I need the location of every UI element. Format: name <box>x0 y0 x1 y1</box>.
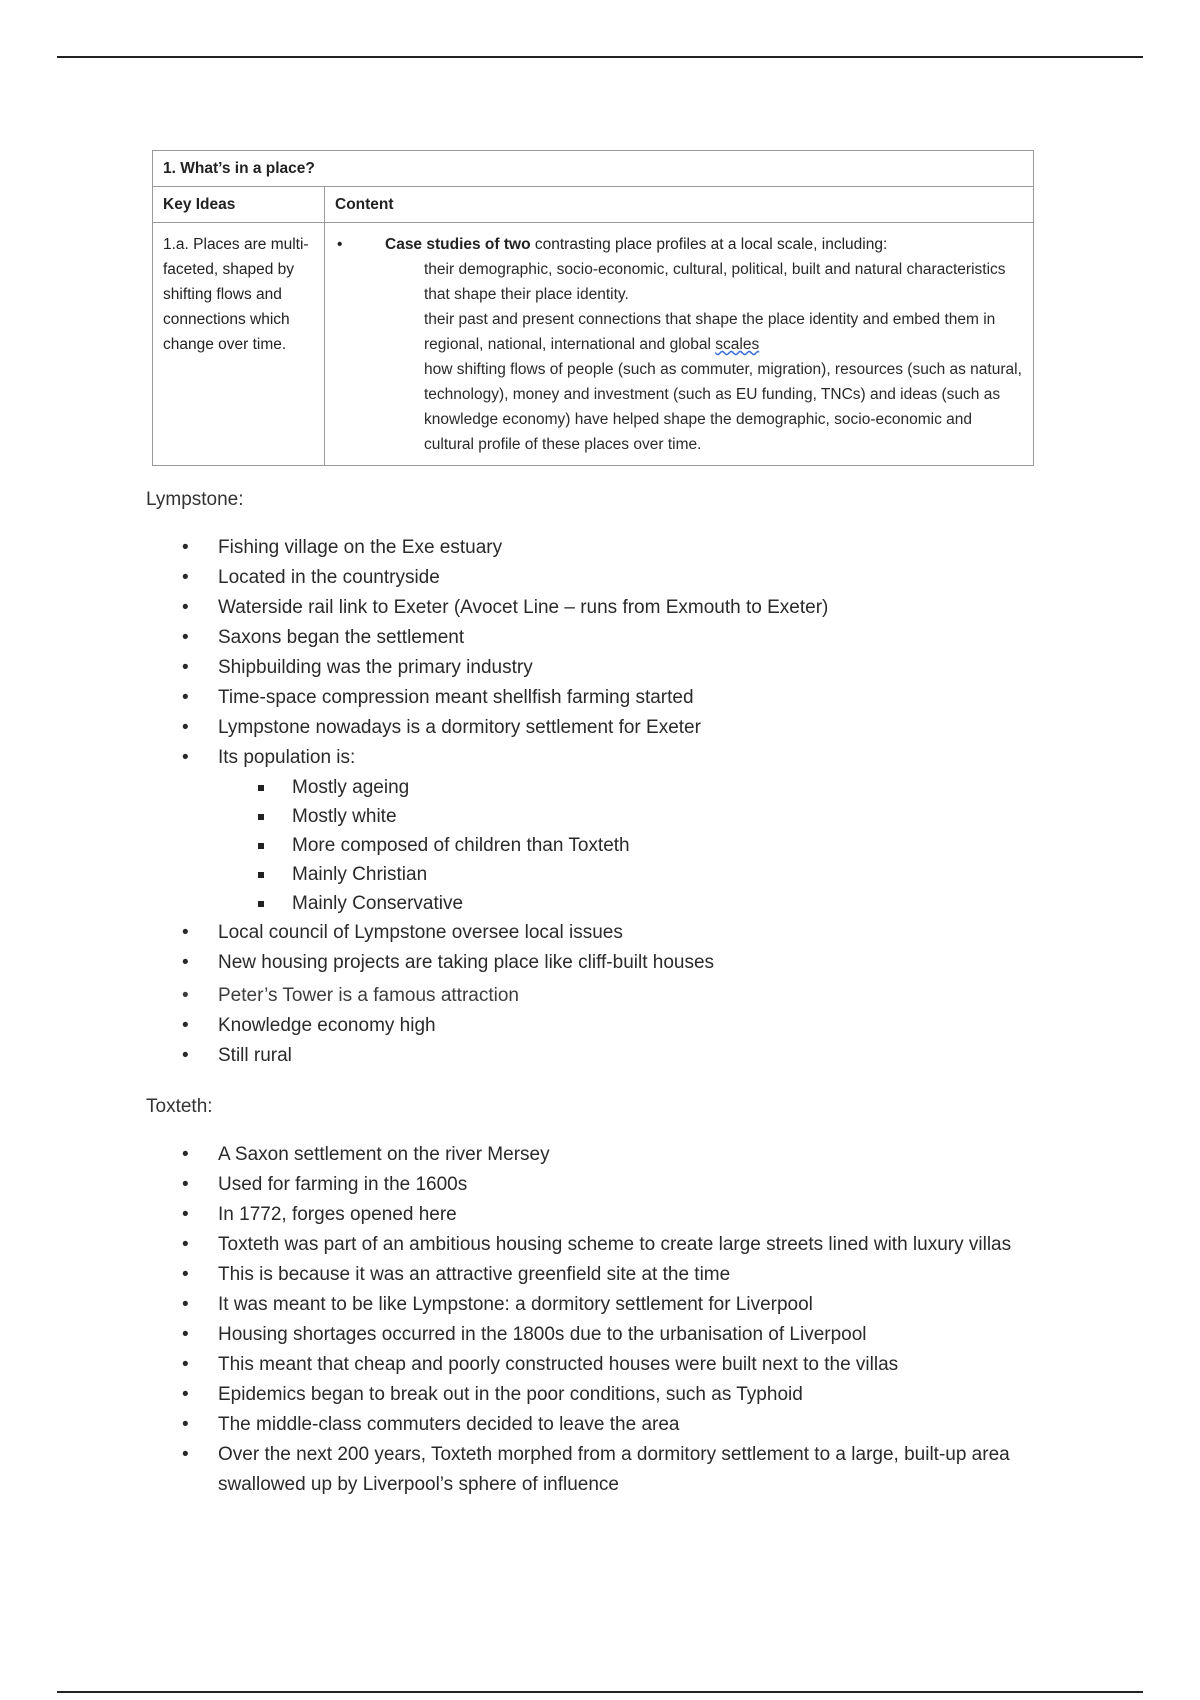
square-bullet-icon <box>258 785 264 791</box>
list-item: • Still rural <box>146 1041 1046 1071</box>
bullet-icon: • <box>182 627 189 648</box>
list-item: • Fishing village on the Exe estuary <box>146 533 1046 563</box>
sublist-item: Mainly Christian <box>146 860 1046 889</box>
content-lead <box>335 232 1023 257</box>
list-item: • Peter’s Tower is a famous attraction <box>146 981 1046 1011</box>
content-lead-rest: contrasting place profiles at a local scale, including: <box>530 236 888 253</box>
sublist-item: Mostly ageing <box>146 773 1046 802</box>
bullet-icon: • <box>182 657 189 678</box>
list-item: • Local council of Lympstone oversee local issues <box>146 918 1046 948</box>
bullet-icon: • <box>182 1264 189 1285</box>
list-item: • This meant that cheap and poorly constructed houses were built next to the villas <box>146 1350 1046 1380</box>
list-item: • Used for farming in the 1600s <box>146 1170 1046 1200</box>
list-item: • Over the next 200 years, Toxteth morphed from a dormitory settlement to a large, built-up area swallowed up by Liverpool’s sphere of influence <box>146 1440 1046 1500</box>
bullet-icon: • <box>182 537 189 558</box>
sublist-item: Mainly Conservative <box>146 889 1046 918</box>
content-point-3: how shifting flows of people (such as commuter, migration), resources (such as natural, technology), money and investment (such as EU funding, TNCs) and ideas (such as knowledge economy) have helped shape the demographic, socio-economic and cultural profile of these places over time. <box>424 361 1022 453</box>
square-bullet-icon <box>258 872 264 878</box>
list-item: • Epidemics began to break out in the poor conditions, such as Typhoid <box>146 1380 1046 1410</box>
list-item: • Saxons began the settlement <box>146 623 1046 653</box>
bullet-icon: • <box>182 1234 189 1255</box>
content-point-2-text: their past and present connections that shape the place identity and embed them in regional, national, international and global <box>424 311 996 353</box>
bullet-icon: • <box>182 1174 189 1195</box>
sublist-item: More composed of children than Toxteth <box>146 831 1046 860</box>
list-item: • This is because it was an attractive greenfield site at the time <box>146 1260 1046 1290</box>
specification-table <box>152 150 1034 466</box>
list-item: • Its population is: <box>146 743 1046 773</box>
bullet-icon: • <box>182 1324 189 1345</box>
population-sublist <box>146 773 1046 918</box>
bullet-icon: • <box>182 747 189 768</box>
bullet-icon: • <box>182 1045 189 1066</box>
square-bullet-icon <box>258 901 264 907</box>
list-item: • Housing shortages occurred in the 1800s due to the urbanisation of Liverpool <box>146 1320 1046 1350</box>
bullet-icon: • <box>182 597 189 618</box>
lympstone-list <box>146 533 1046 1071</box>
list-item: • Toxteth was part of an ambitious housing scheme to create large streets lined with luxury villas <box>146 1230 1046 1260</box>
bullet-icon: • <box>182 687 189 708</box>
list-item: • Waterside rail link to Exeter (Avocet Line – runs from Exmouth to Exeter) <box>146 593 1046 623</box>
list-item: • Time-space compression meant shellfish farming started <box>146 683 1046 713</box>
bullet-icon: • <box>182 567 189 588</box>
toxteth-list <box>146 1140 1046 1500</box>
bullet-icon: • <box>182 1384 189 1405</box>
bullet-icon: • <box>182 1354 189 1375</box>
list-item: • Shipbuilding was the primary industry <box>146 653 1046 683</box>
list-item: • The middle-class commuters decided to leave the area <box>146 1410 1046 1440</box>
list-item: • New housing projects are taking place like cliff-built houses <box>146 948 1046 978</box>
list-item: • It was meant to be like Lympstone: a dormitory settlement for Liverpool <box>146 1290 1046 1320</box>
toxteth-heading: Toxteth: <box>146 1096 213 1117</box>
bullet-icon: • <box>182 717 189 738</box>
bullet-icon: • <box>182 1414 189 1435</box>
column-header-content: Content <box>325 187 1034 223</box>
population-sublist-container <box>146 773 1046 918</box>
list-item: • Located in the countryside <box>146 563 1046 593</box>
list-item: • Knowledge economy high <box>146 1011 1046 1041</box>
square-bullet-icon <box>258 843 264 849</box>
content-bullet: • <box>337 236 343 253</box>
key-idea-cell: 1.a. Places are multi-faceted, shaped by shifting flows and connections which change over time. <box>153 223 325 466</box>
bullet-icon: • <box>182 1294 189 1315</box>
content-lead-bold: Case studies of two <box>385 236 531 253</box>
sublist-item: Mostly white <box>146 802 1046 831</box>
header-rule <box>57 56 1143 58</box>
list-item: • A Saxon settlement on the river Mersey <box>146 1140 1046 1170</box>
content-cell <box>325 223 1034 466</box>
content-point-2 <box>335 307 1023 357</box>
content-point-2-flagged-word: scales <box>715 336 760 353</box>
list-item: • Lympstone nowadays is a dormitory settlement for Exeter <box>146 713 1046 743</box>
column-header-key-ideas: Key Ideas <box>153 187 325 223</box>
content-point-1: their demographic, socio-economic, cultural, political, built and natural characteristics that shape their place identity. <box>424 261 1006 303</box>
bullet-icon: • <box>182 952 189 973</box>
table-title: 1. What’s in a place? <box>153 151 1034 187</box>
list-item: • In 1772, forges opened here <box>146 1200 1046 1230</box>
square-bullet-icon <box>258 814 264 820</box>
footer-rule <box>57 1691 1143 1693</box>
bullet-icon: • <box>182 1015 189 1036</box>
bullet-icon: • <box>182 985 189 1006</box>
bullet-icon: • <box>182 922 189 943</box>
bullet-icon: • <box>182 1144 189 1165</box>
bullet-icon: • <box>182 1444 189 1465</box>
bullet-icon: • <box>182 1204 189 1225</box>
lympstone-heading: Lympstone: <box>146 489 244 510</box>
